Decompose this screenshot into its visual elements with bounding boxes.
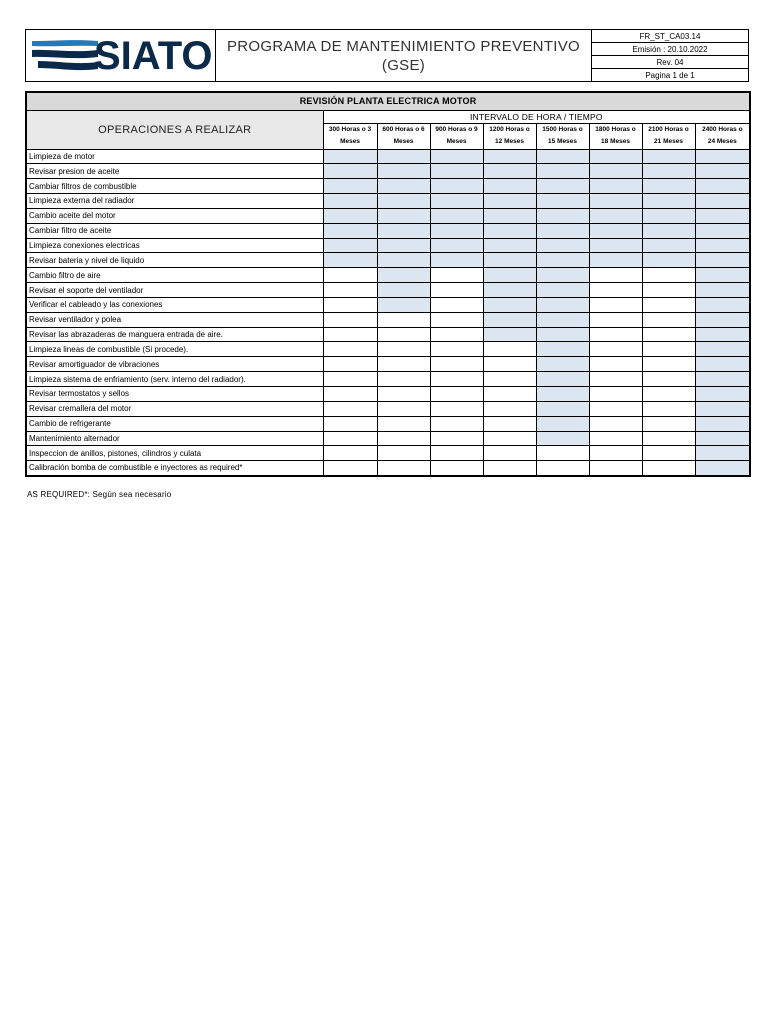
- revision-number: Rev. 04: [592, 56, 748, 69]
- title-line-2: (GSE): [381, 56, 426, 74]
- empty-cell: [483, 416, 536, 431]
- scheduled-cell: [642, 208, 695, 223]
- empty-cell: [323, 387, 377, 402]
- table-row: [26, 327, 750, 342]
- empty-cell: [642, 387, 695, 402]
- scheduled-cell: [695, 401, 750, 416]
- scheduled-cell: [323, 208, 377, 223]
- scheduled-cell: [695, 446, 750, 461]
- interval-months: 18 Meses: [601, 138, 630, 145]
- document-title: [216, 30, 592, 81]
- empty-cell: [589, 312, 642, 327]
- empty-cell: [430, 327, 483, 342]
- scheduled-cell: [323, 223, 377, 238]
- empty-cell: [377, 416, 430, 431]
- empty-cell: [323, 357, 377, 372]
- table-row: [26, 238, 750, 253]
- empty-cell: [377, 431, 430, 446]
- table-row: [26, 208, 750, 223]
- empty-cell: [483, 431, 536, 446]
- operation-label: Revisar el soporte del ventilador: [26, 283, 323, 298]
- scheduled-cell: [536, 253, 589, 268]
- empty-cell: [430, 416, 483, 431]
- scheduled-cell: [483, 164, 536, 179]
- operation-label: Inspeccion de anillos, pistones, cilindros y culata: [26, 446, 323, 461]
- scheduled-cell: [377, 223, 430, 238]
- empty-cell: [642, 416, 695, 431]
- scheduled-cell: [483, 149, 536, 164]
- table-row: [26, 342, 750, 357]
- empty-cell: [589, 283, 642, 298]
- scheduled-cell: [695, 461, 750, 476]
- empty-cell: [642, 297, 695, 312]
- interval-months: 21 Meses: [654, 138, 683, 145]
- table-row: [26, 223, 750, 238]
- empty-cell: [536, 446, 589, 461]
- scheduled-cell: [589, 149, 642, 164]
- operation-label: Cambiar filtro de aceite: [26, 223, 323, 238]
- scheduled-cell: [536, 416, 589, 431]
- scheduled-cell: [695, 372, 750, 387]
- operation-label: Verificar el cableado y las conexiones: [26, 297, 323, 312]
- interval-column-header: [695, 123, 750, 149]
- empty-cell: [589, 372, 642, 387]
- operation-label: Mantenimiento alternador: [26, 431, 323, 446]
- scheduled-cell: [695, 223, 750, 238]
- interval-header: INTERVALO DE HORA / TIEMPO: [323, 110, 750, 123]
- scheduled-cell: [695, 342, 750, 357]
- table-row: [26, 461, 750, 476]
- table-row: [26, 401, 750, 416]
- empty-cell: [589, 268, 642, 283]
- empty-cell: [377, 312, 430, 327]
- scheduled-cell: [483, 297, 536, 312]
- scheduled-cell: [695, 327, 750, 342]
- empty-cell: [430, 283, 483, 298]
- scheduled-cell: [695, 268, 750, 283]
- empty-cell: [642, 268, 695, 283]
- operation-label: Revisar bateria y nivel de liquido: [26, 253, 323, 268]
- empty-cell: [377, 461, 430, 476]
- scheduled-cell: [642, 238, 695, 253]
- empty-cell: [430, 342, 483, 357]
- operation-label: Revisar ventilador y polea: [26, 312, 323, 327]
- empty-cell: [430, 431, 483, 446]
- scheduled-cell: [536, 342, 589, 357]
- scheduled-cell: [483, 194, 536, 209]
- scheduled-cell: [430, 208, 483, 223]
- interval-column-header: [589, 123, 642, 149]
- scheduled-cell: [642, 194, 695, 209]
- interval-hours: 2400 Horas o: [702, 126, 743, 133]
- scheduled-cell: [695, 149, 750, 164]
- empty-cell: [589, 297, 642, 312]
- empty-cell: [536, 461, 589, 476]
- scheduled-cell: [589, 238, 642, 253]
- scheduled-cell: [536, 312, 589, 327]
- interval-months: 15 Meses: [548, 138, 577, 145]
- table-row: [26, 446, 750, 461]
- company-logo: [26, 30, 216, 81]
- operation-label: Limpieza conexiones electricas: [26, 238, 323, 253]
- scheduled-cell: [589, 223, 642, 238]
- scheduled-cell: [695, 283, 750, 298]
- empty-cell: [430, 401, 483, 416]
- scheduled-cell: [323, 194, 377, 209]
- operation-label: Limpieza de motor: [26, 149, 323, 164]
- scheduled-cell: [589, 253, 642, 268]
- scheduled-cell: [377, 253, 430, 268]
- operation-label: Cambio filtro de aire: [26, 268, 323, 283]
- table-row: [26, 253, 750, 268]
- scheduled-cell: [642, 179, 695, 194]
- table-row: [26, 297, 750, 312]
- scheduled-cell: [589, 208, 642, 223]
- operation-label: Limpieza externa del radiador: [26, 194, 323, 209]
- scheduled-cell: [536, 238, 589, 253]
- interval-column-header: [323, 123, 377, 149]
- scheduled-cell: [695, 416, 750, 431]
- empty-cell: [589, 387, 642, 402]
- empty-cell: [323, 401, 377, 416]
- empty-cell: [323, 342, 377, 357]
- empty-cell: [377, 387, 430, 402]
- scheduled-cell: [536, 401, 589, 416]
- interval-column-header: [642, 123, 695, 149]
- scheduled-cell: [377, 297, 430, 312]
- scheduled-cell: [536, 268, 589, 283]
- scheduled-cell: [536, 164, 589, 179]
- interval-column-header: [377, 123, 430, 149]
- document-code: FR_ST_CA03.14: [592, 30, 748, 43]
- empty-cell: [589, 357, 642, 372]
- empty-cell: [642, 372, 695, 387]
- scheduled-cell: [483, 223, 536, 238]
- scheduled-cell: [377, 268, 430, 283]
- empty-cell: [430, 297, 483, 312]
- scheduled-cell: [430, 194, 483, 209]
- table-row: [26, 312, 750, 327]
- operation-label: Cambio de refrigerante: [26, 416, 323, 431]
- table-row: [26, 387, 750, 402]
- page-number: Pagina 1 de 1: [645, 70, 695, 80]
- table-row: [26, 194, 750, 209]
- scheduled-cell: [377, 164, 430, 179]
- empty-cell: [483, 372, 536, 387]
- footnote: AS REQUIRED*: Según sea necesario: [27, 490, 172, 499]
- scheduled-cell: [642, 164, 695, 179]
- table-row: [26, 357, 750, 372]
- empty-cell: [642, 401, 695, 416]
- scheduled-cell: [430, 164, 483, 179]
- table-row: [26, 283, 750, 298]
- scheduled-cell: [536, 372, 589, 387]
- empty-cell: [642, 327, 695, 342]
- scheduled-cell: [377, 194, 430, 209]
- document-header: [25, 29, 749, 82]
- document-meta: [592, 30, 748, 81]
- logo-wordmark: SIATO: [94, 33, 213, 78]
- empty-cell: [323, 431, 377, 446]
- scheduled-cell: [483, 179, 536, 194]
- scheduled-cell: [430, 223, 483, 238]
- empty-cell: [483, 342, 536, 357]
- empty-cell: [430, 387, 483, 402]
- scheduled-cell: [642, 253, 695, 268]
- interval-months: 24 Meses: [707, 138, 737, 145]
- empty-cell: [323, 416, 377, 431]
- empty-cell: [642, 461, 695, 476]
- scheduled-cell: [642, 223, 695, 238]
- scheduled-cell: [695, 253, 750, 268]
- scheduled-cell: [323, 253, 377, 268]
- empty-cell: [642, 446, 695, 461]
- scheduled-cell: [536, 149, 589, 164]
- operation-label: Revisar amortiguador de vibraciones: [26, 357, 323, 372]
- interval-hours: 1500 Horas o: [542, 126, 583, 133]
- empty-cell: [377, 372, 430, 387]
- empty-cell: [430, 312, 483, 327]
- empty-cell: [483, 446, 536, 461]
- empty-cell: [430, 357, 483, 372]
- empty-cell: [377, 446, 430, 461]
- scheduled-cell: [589, 179, 642, 194]
- scheduled-cell: [323, 179, 377, 194]
- interval-hours: 300 Horas o 3: [328, 126, 372, 133]
- scheduled-cell: [695, 179, 750, 194]
- empty-cell: [589, 431, 642, 446]
- empty-cell: [430, 446, 483, 461]
- interval-hours: 1800 Horas o: [595, 126, 636, 133]
- empty-cell: [483, 387, 536, 402]
- empty-cell: [483, 357, 536, 372]
- scheduled-cell: [323, 164, 377, 179]
- interval-months: Meses: [446, 138, 467, 145]
- scheduled-cell: [483, 253, 536, 268]
- interval-column-header: [536, 123, 589, 149]
- scheduled-cell: [642, 149, 695, 164]
- empty-cell: [323, 268, 377, 283]
- scheduled-cell: [695, 312, 750, 327]
- scheduled-cell: [536, 327, 589, 342]
- scheduled-cell: [377, 149, 430, 164]
- maintenance-table: [25, 91, 751, 477]
- scheduled-cell: [377, 208, 430, 223]
- interval-hours: 1200 Horas o: [489, 126, 530, 133]
- scheduled-cell: [430, 238, 483, 253]
- scheduled-cell: [589, 164, 642, 179]
- scheduled-cell: [536, 283, 589, 298]
- scheduled-cell: [695, 297, 750, 312]
- operation-label: Limpieza sistema de enfriamiento (serv. interno del radiador).: [26, 372, 323, 387]
- table-row: [26, 268, 750, 283]
- scheduled-cell: [695, 238, 750, 253]
- interval-hours: 900 Horas o 9: [435, 126, 478, 133]
- scheduled-cell: [695, 164, 750, 179]
- scheduled-cell: [483, 238, 536, 253]
- empty-cell: [323, 461, 377, 476]
- scheduled-cell: [695, 357, 750, 372]
- scheduled-cell: [536, 387, 589, 402]
- empty-cell: [589, 342, 642, 357]
- operation-label: Cambio aceite del motor: [26, 208, 323, 223]
- table-row: [26, 179, 750, 194]
- title-line-1: PROGRAMA DE MANTENIMIENTO PREVENTIVO: [226, 37, 581, 55]
- empty-cell: [377, 401, 430, 416]
- empty-cell: [323, 297, 377, 312]
- empty-cell: [323, 312, 377, 327]
- empty-cell: [323, 446, 377, 461]
- scheduled-cell: [536, 208, 589, 223]
- empty-cell: [589, 401, 642, 416]
- scheduled-cell: [536, 194, 589, 209]
- operation-label: Revisar termostatos y sellos: [26, 387, 323, 402]
- scheduled-cell: [483, 268, 536, 283]
- scheduled-cell: [695, 387, 750, 402]
- table-row: [26, 416, 750, 431]
- interval-column-header: [483, 123, 536, 149]
- empty-cell: [589, 461, 642, 476]
- interval-months: 12 Meses: [495, 138, 524, 145]
- scheduled-cell: [695, 208, 750, 223]
- scheduled-cell: [695, 194, 750, 209]
- scheduled-cell: [536, 223, 589, 238]
- scheduled-cell: [323, 149, 377, 164]
- scheduled-cell: [589, 194, 642, 209]
- empty-cell: [642, 283, 695, 298]
- scheduled-cell: [430, 149, 483, 164]
- empty-cell: [430, 268, 483, 283]
- operation-label: Calibración bomba de combustible e inyectores as required*: [26, 461, 323, 476]
- scheduled-cell: [483, 327, 536, 342]
- scheduled-cell: [536, 357, 589, 372]
- scheduled-cell: [323, 238, 377, 253]
- empty-cell: [483, 401, 536, 416]
- operation-label: Cambiar filtros de combustible: [26, 179, 323, 194]
- section-title: REVISIÓN PLANTA ELECTRICA MOTOR: [26, 92, 750, 110]
- operation-label: Revisar las abrazaderas de manguera entrada de aire.: [26, 327, 323, 342]
- empty-cell: [430, 461, 483, 476]
- operation-label: Revisar presion de aceite: [26, 164, 323, 179]
- scheduled-cell: [377, 179, 430, 194]
- table-row: [26, 164, 750, 179]
- logo-waves-icon: [30, 37, 100, 75]
- emission-date: Emisión : 20.10.2022: [592, 43, 748, 56]
- scheduled-cell: [483, 283, 536, 298]
- interval-hours: 2100 Horas o: [648, 126, 689, 133]
- scheduled-cell: [695, 431, 750, 446]
- interval-months: Meses: [393, 138, 414, 145]
- empty-cell: [642, 342, 695, 357]
- operation-label: Limpieza lineas de combustible (Si procede).: [26, 342, 323, 357]
- empty-cell: [642, 312, 695, 327]
- interval-hours: 600 Horas o 6: [382, 126, 425, 133]
- scheduled-cell: [377, 238, 430, 253]
- empty-cell: [377, 357, 430, 372]
- empty-cell: [642, 357, 695, 372]
- table-row: [26, 149, 750, 164]
- scheduled-cell: [430, 179, 483, 194]
- scheduled-cell: [536, 179, 589, 194]
- empty-cell: [377, 327, 430, 342]
- empty-cell: [483, 461, 536, 476]
- empty-cell: [323, 372, 377, 387]
- empty-cell: [377, 342, 430, 357]
- empty-cell: [589, 327, 642, 342]
- empty-cell: [589, 446, 642, 461]
- empty-cell: [323, 327, 377, 342]
- empty-cell: [323, 283, 377, 298]
- operations-header: OPERACIONES A REALIZAR: [26, 110, 323, 149]
- scheduled-cell: [377, 283, 430, 298]
- empty-cell: [642, 431, 695, 446]
- scheduled-cell: [536, 297, 589, 312]
- scheduled-cell: [483, 312, 536, 327]
- table-row: [26, 372, 750, 387]
- scheduled-cell: [483, 208, 536, 223]
- operation-label: Revisar cremallera del motor: [26, 401, 323, 416]
- scheduled-cell: [536, 431, 589, 446]
- interval-months: Meses: [340, 138, 360, 145]
- scheduled-cell: [430, 253, 483, 268]
- empty-cell: [430, 372, 483, 387]
- table-row: [26, 431, 750, 446]
- interval-column-header: [430, 123, 483, 149]
- empty-cell: [589, 416, 642, 431]
